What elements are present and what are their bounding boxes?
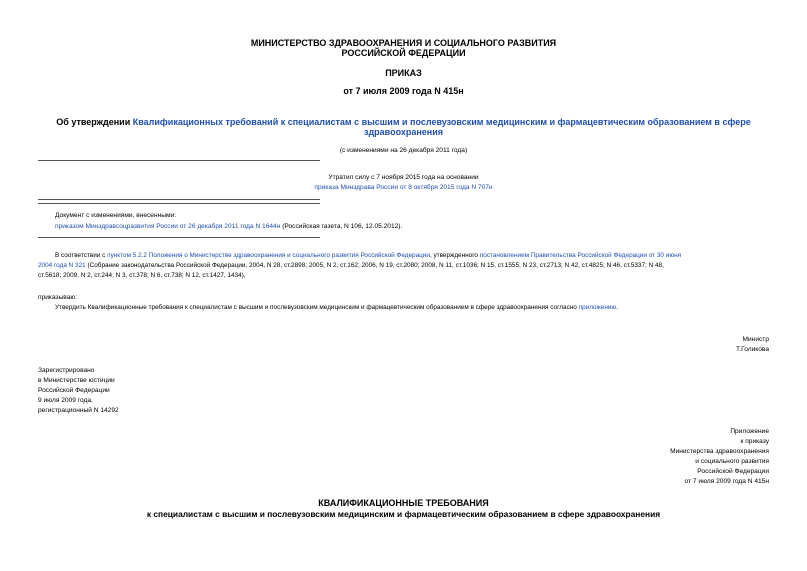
preamble-line-2 — [38, 261, 664, 271]
amendments-label: Документ с изменениями, внесенными: — [55, 212, 177, 219]
divider — [38, 203, 320, 204]
appendix-line: и социального развития — [695, 458, 769, 465]
expired-order-link[interactable]: приказа Минздрава России от 8 октября 2015 года N 707н — [314, 184, 493, 191]
registration-line: 9 июля 2009 года, — [38, 397, 93, 404]
government-decree-link-cont[interactable]: 2004 года N 321 — [38, 262, 86, 269]
registration-line: регистрационный N 14292 — [38, 407, 119, 414]
divider — [38, 199, 320, 200]
order-end: . — [616, 304, 619, 311]
divider — [38, 160, 320, 161]
signature-name: Т.Голикова — [735, 346, 769, 353]
appendix-line: Приложение — [730, 428, 769, 435]
preamble-text: В соответствии с — [55, 252, 108, 259]
order-text — [55, 303, 618, 313]
registration-line: Российской Федерации — [38, 387, 110, 394]
amendments-line — [55, 222, 402, 232]
preamble-line-1 — [55, 251, 681, 261]
ministry-line-2: РОССИЙСКОЙ ФЕДЕРАЦИИ — [341, 48, 466, 58]
order-word: приказываю: — [38, 294, 78, 301]
government-decree-link[interactable]: постановлением Правительства Российской Федерации от 30 июня — [479, 252, 682, 259]
appendix-line: Министерства здравоохранения — [670, 448, 769, 455]
preamble-text: (Собрание законодательства Российской Федерации, 2004, N 28, ст.2898; 2005, N 2, ст.162; 2006, N 19, ст.2080; 2008, N 11, ст.1036; N 15, ст.1555; N 23, ст.2713; N 42, ст.4825; N 46, ст.5337; N 48, — [85, 262, 664, 269]
title-prefix: Об утверждении — [56, 117, 133, 127]
section-title: КВАЛИФИКАЦИОННЫЕ ТРЕБОВАНИЯ — [318, 498, 489, 508]
regulation-link[interactable]: пунктом 5.2.2 Положения о Министерстве здравоохранения и социального развития Российской Федерации — [107, 252, 430, 259]
doc-date: от 7 июля 2009 года N 415н — [343, 86, 464, 96]
signature-position: Министр — [742, 336, 769, 343]
preamble-line-3: ст.5618; 2009, N 2, ст.244; N 3, ст.378; N 6, ст.738; N 12, ст.1427, 1434), — [38, 272, 246, 279]
ministry-line-1: МИНИСТЕРСТВО ЗДРАВООХРАНЕНИЯ И СОЦИАЛЬНОГО РАЗВИТИЯ — [250, 38, 557, 48]
appendix-line: от 7 июля 2009 года N 415н — [684, 478, 769, 485]
section-subtitle: к специалистам с высшим и послевузовским медицинским и фармацевтическим образованием в сфере здравоохранения — [146, 509, 661, 519]
registration-line: Зарегистрировано — [38, 367, 95, 374]
amendment-order-link[interactable]: приказом Минздравсоцразвития России от 26 декабря 2011 года N 1644н — [55, 223, 281, 230]
changes-note: (с изменениями на 26 декабря 2011 года) — [339, 147, 468, 154]
divider — [38, 237, 320, 238]
appendix-line: Российской Федерации — [697, 468, 769, 475]
doc-type: ПРИКАЗ — [385, 68, 422, 78]
title-link-line-2[interactable]: здравоохранения — [363, 127, 444, 137]
preamble-text: , утвержденного — [429, 252, 480, 259]
title-link[interactable]: Квалификационных требований к специалистам с высшим и послевузовским медицинским и фармацевтическим образованием в сфере — [132, 117, 751, 127]
order-body: Утвердить Квалификационные требования к специалистам с высшим и послевузовским медицинским и фармацевтическим образованием в сфере здравоохранения согласно — [55, 304, 579, 311]
appendix-line: к приказу — [740, 438, 769, 445]
amendment-source: (Российская газета, N 106, 12.05.2012). — [280, 223, 403, 230]
appendix-link[interactable]: приложению — [578, 304, 617, 311]
expired-note: Утратил силу с 7 ноября 2015 года на основании — [328, 174, 479, 181]
registration-line: в Министерстве юстиции — [38, 377, 115, 384]
